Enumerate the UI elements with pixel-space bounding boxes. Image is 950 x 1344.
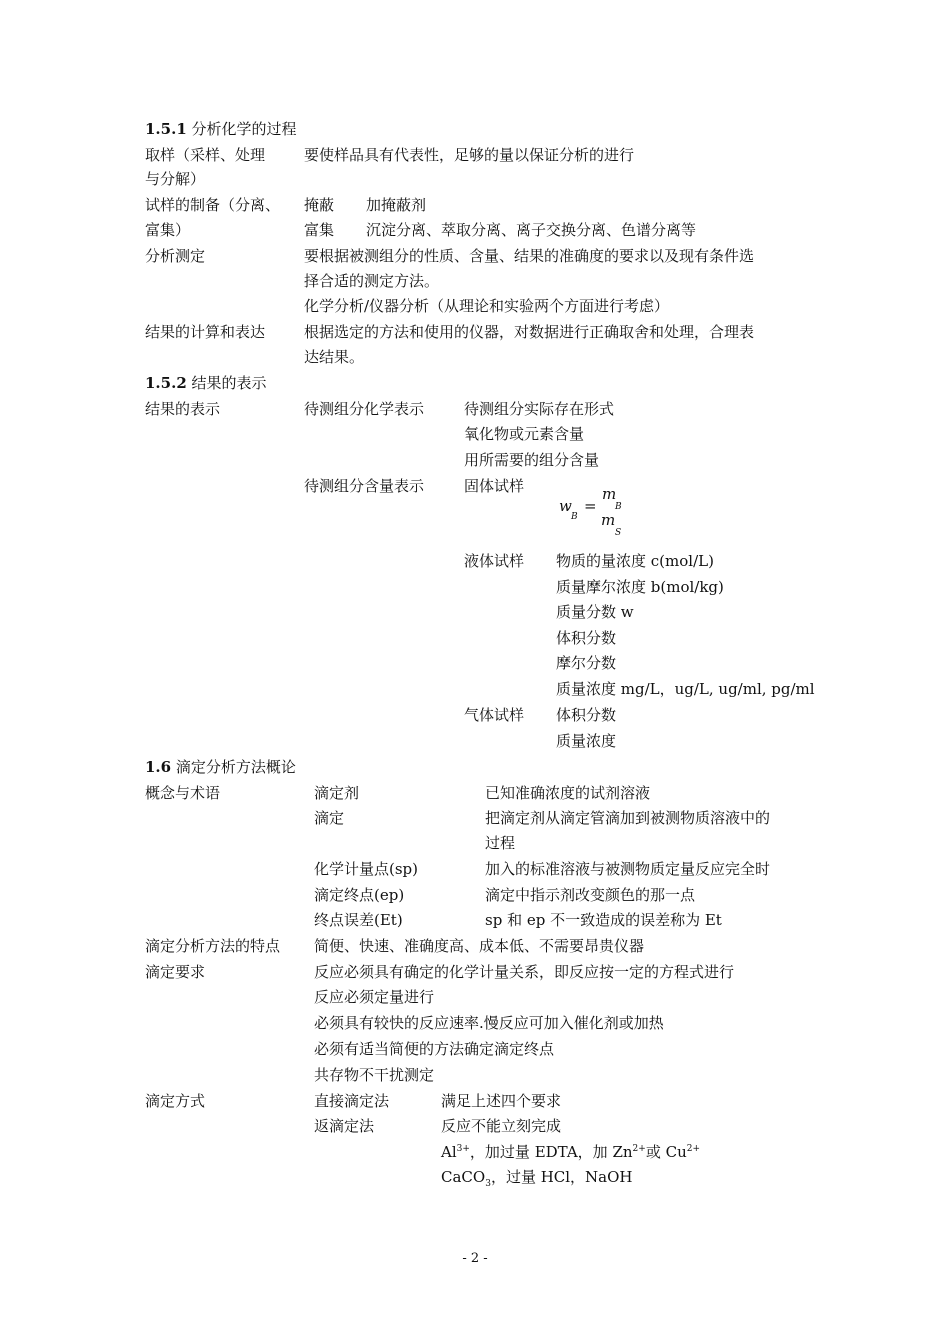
row-label: 结果的表示 bbox=[145, 400, 221, 418]
subcategory-label: 待测组分含量表示 bbox=[304, 477, 425, 495]
sample-type-label: 液体试样 bbox=[464, 552, 525, 570]
example-line bbox=[441, 1168, 633, 1189]
sample-type-label: 气体试样 bbox=[464, 706, 525, 724]
section-number: 1.5.2 bbox=[145, 374, 187, 392]
section-title: 结果的表示 bbox=[191, 374, 267, 392]
row-text-cont: 达结果。 bbox=[304, 348, 365, 366]
example-text: ，过量 HCl，NaOH bbox=[490, 1168, 633, 1186]
list-item: 质量浓度 mg/L，ug/L, ug/ml, pg/ml bbox=[556, 680, 815, 698]
row-label: 滴定分析方法的特点 bbox=[145, 937, 281, 955]
section-number: 1.5.1 bbox=[145, 120, 187, 138]
formula-denominator: m bbox=[601, 511, 616, 529]
list-item: 质量分数 w bbox=[556, 603, 634, 621]
section-title: 分析化学的过程 bbox=[191, 120, 297, 138]
term: 终点误差(Et) bbox=[314, 911, 403, 929]
term: 滴定剂 bbox=[314, 784, 360, 802]
titration-mode: 直接滴定法 bbox=[314, 1092, 390, 1110]
requirement-item: 必须具有较快的反应速率.慢反应可加入催化剂或加热 bbox=[314, 1014, 664, 1032]
row-label-cont: 富集） bbox=[145, 221, 191, 239]
sample-type-label: 固体试样 bbox=[464, 477, 525, 495]
list-item: 待测组分实际存在形式 bbox=[464, 400, 615, 418]
list-item: 质量摩尔浓度 b(mol/kg) bbox=[556, 578, 724, 596]
formula-w-sub: B bbox=[571, 512, 578, 522]
formula-numerator: m bbox=[602, 485, 617, 503]
superscript: 3+ bbox=[456, 1144, 470, 1154]
example-text: Al bbox=[441, 1143, 457, 1161]
list-item: 物质的量浓度 c(mol/L) bbox=[556, 552, 714, 570]
term-definition: 滴定中指示剂改变颜色的那一点 bbox=[485, 886, 696, 904]
list-item: 氧化物或元素含量 bbox=[464, 425, 585, 443]
list-item: 体积分数 bbox=[556, 629, 617, 647]
row-subterm: 掩蔽 bbox=[304, 196, 335, 214]
titration-mode-desc: 反应不能立刻完成 bbox=[441, 1117, 562, 1135]
term-definition-cont: 过程 bbox=[485, 834, 516, 852]
section-heading-1-6 bbox=[145, 758, 296, 776]
example-text: 或 Cu bbox=[645, 1143, 687, 1161]
row-text: 根据选定的方法和使用的仪器，对数据进行正确取舍和处理，合理表 bbox=[304, 323, 755, 341]
requirement-item: 反应必须具有确定的化学计量关系，即反应按一定的方程式进行 bbox=[314, 963, 735, 981]
section-number: 1.6 bbox=[145, 758, 172, 776]
term: 滴定 bbox=[314, 809, 345, 827]
section-heading-1-5-1 bbox=[145, 120, 297, 138]
list-item: 质量浓度 bbox=[556, 732, 617, 750]
row-label: 分析测定 bbox=[145, 247, 206, 265]
formula-numerator-sub: B bbox=[615, 502, 622, 512]
term: 化学计量点(sp) bbox=[314, 860, 419, 878]
term-definition: 把滴定剂从滴定管滴加到被测物质溶液中的 bbox=[485, 809, 771, 827]
formula-equals: = bbox=[584, 497, 597, 515]
row-label: 概念与术语 bbox=[145, 784, 221, 802]
section-heading-1-5-2 bbox=[145, 374, 267, 392]
row-text: 简便、快速、准确度高、成本低、不需要昂贵仪器 bbox=[314, 937, 645, 955]
example-text: CaCO bbox=[441, 1168, 486, 1186]
list-item: 摩尔分数 bbox=[556, 654, 617, 672]
titration-mode: 返滴定法 bbox=[314, 1117, 375, 1135]
row-text-cont: 择合适的测定方法。 bbox=[304, 272, 440, 290]
row-text: 加掩蔽剂 bbox=[366, 196, 427, 214]
term-definition: sp 和 ep 不一致造成的误差称为 Et bbox=[485, 911, 722, 929]
row-text: 沉淀分离、萃取分离、离子交换分离、色谱分离等 bbox=[366, 221, 697, 239]
term-definition: 已知准确浓度的试剂溶液 bbox=[485, 784, 651, 802]
page-number: - 2 - bbox=[462, 1251, 488, 1266]
row-subterm: 富集 bbox=[304, 221, 335, 239]
row-label: 滴定方式 bbox=[145, 1092, 206, 1110]
list-item: 体积分数 bbox=[556, 706, 617, 724]
subscript: 3 bbox=[485, 1179, 491, 1189]
section-title: 滴定分析方法概论 bbox=[175, 758, 296, 776]
row-label: 取样（采样、处理 bbox=[145, 146, 266, 164]
titration-mode-desc: 满足上述四个要求 bbox=[441, 1092, 562, 1110]
formula-w: w bbox=[559, 497, 572, 515]
term: 滴定终点(ep) bbox=[314, 886, 405, 904]
example-line bbox=[441, 1143, 700, 1161]
row-label: 结果的计算和表达 bbox=[145, 323, 266, 341]
superscript: 2+ bbox=[632, 1144, 646, 1154]
row-text: 要使样品具有代表性，足够的量以保证分析的进行 bbox=[304, 146, 635, 164]
example-text: ，加过量 EDTA，加 Zn bbox=[469, 1143, 633, 1161]
requirement-item: 反应必须定量进行 bbox=[314, 988, 435, 1006]
row-label: 滴定要求 bbox=[145, 963, 206, 981]
requirement-item: 共存物不干扰测定 bbox=[314, 1066, 435, 1084]
formula-denominator-sub: S bbox=[615, 528, 622, 538]
row-text: 要根据被测组分的性质、含量、结果的准确度的要求以及现有条件选 bbox=[304, 247, 755, 265]
row-text: 化学分析/仪器分析（从理论和实验两个方面进行考虑） bbox=[304, 297, 670, 315]
superscript: 2+ bbox=[686, 1144, 701, 1154]
requirement-item: 必须有适当简便的方法确定滴定终点 bbox=[314, 1040, 555, 1058]
row-label-cont: 与分解） bbox=[145, 170, 206, 188]
subcategory-label: 待测组分化学表示 bbox=[304, 400, 425, 418]
list-item: 用所需要的组分含量 bbox=[464, 451, 600, 469]
term-definition: 加入的标准溶液与被测物质定量反应完全时 bbox=[485, 860, 771, 878]
row-label: 试样的制备（分离、 bbox=[145, 196, 281, 214]
